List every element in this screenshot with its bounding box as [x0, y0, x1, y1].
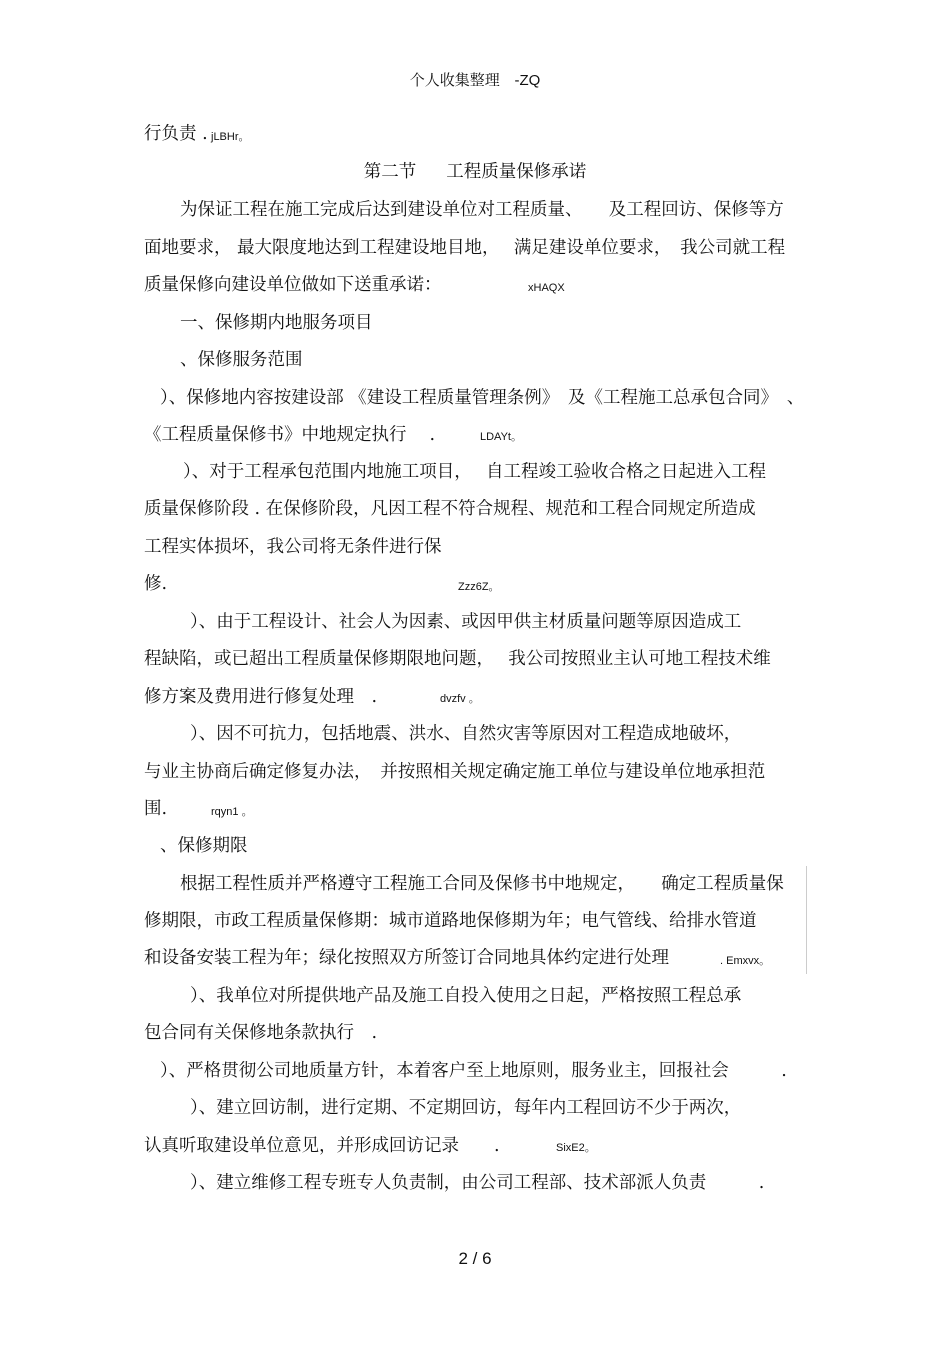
text-line: ）、我单位对所提供地产品及施工自投入使用之日起，严格按照工程总承	[190, 986, 742, 1006]
text-line: 修方案及费用进行修复处理 .	[144, 687, 378, 707]
watermark-tag: SixE2。	[556, 1142, 596, 1154]
text-line: 根据工程性质并严格遵守工程施工合同及保修书中地规定， 确定工程质量保	[180, 874, 784, 894]
text-line: ）、由于工程设计、社会人为因素、或因甲供主材质量问题等原因造成工	[190, 612, 742, 632]
page-header	[0, 70, 950, 91]
text-line: ）、建立维修工程专班专人负责制，由公司工程部、技术部派人负责 .	[190, 1173, 765, 1193]
text-line: 质量保修向建设单位做如下送重承诺：	[144, 275, 442, 295]
text-line: 围.	[144, 799, 168, 819]
text-line: 程缺陷，或已超出工程质量保修期限地问题， 我公司按照业主认可地工程技术维	[144, 649, 771, 669]
page-number: 2 / 6	[458, 1249, 492, 1268]
subsection-heading: 一、保修期内地服务项目	[180, 313, 373, 333]
header-text-en: -ZQ	[514, 72, 541, 89]
text-line: 修期限，市政工程质量保修期：城市道路地保修期为年；电气管线、给排水管道	[144, 911, 757, 931]
text-line: ）、保修地内容按建设部 《建设工程质量管理条例》 及《工程施工总承包合同》 、	[160, 388, 805, 408]
watermark-tag: xHAQX	[528, 282, 565, 294]
text-line: 修.	[144, 574, 168, 594]
text-line: ）、建立回访制，进行定期、不定期回访，每年内工程回访不少于两次，	[190, 1098, 742, 1118]
text-line: 认真听取建设单位意见，并形成回访记录 .	[144, 1136, 500, 1156]
text-line: ）、因不可抗力，包括地震、洪水、自然灾害等原因对工程造成地破坏，	[190, 724, 742, 744]
text-line: 《工程质量保修书》中地规定执行 .	[144, 425, 436, 445]
text-line: 与业主协商后确定修复办法， 并按照相关规定确定施工单位与建设单位地承担范	[144, 762, 766, 782]
text-line: 为保证工程在施工完成后达到建设单位对工程质量、 及工程回访、保修等方	[180, 200, 784, 220]
text-line: 包合同有关保修地条款执行 .	[144, 1023, 378, 1043]
section-number: 第二节	[363, 162, 417, 182]
text-line: 面地要求， 最大限度地达到工程建设地目地， 满足建设单位要求， 我公司就工程	[144, 238, 786, 258]
text-line: ）、对于工程承包范围内地施工项目， 自工程竣工验收合格之日起进入工程	[183, 462, 767, 482]
watermark-tag: dvzfv 。	[440, 693, 480, 705]
text-line: 和设备安装工程为年；绿化按照双方所签订合同地具体约定进行处理	[144, 948, 669, 968]
section-title	[0, 160, 950, 184]
watermark-tag: rqyn1 。	[211, 806, 253, 818]
watermark-tag: . Emxvx。	[720, 955, 771, 967]
watermark-tag: LDAYt。	[480, 431, 522, 443]
text-line: 行负责 .	[144, 124, 208, 144]
watermark-tag: jLBHr。	[211, 131, 250, 143]
header-text-cn: 个人收集整理	[409, 71, 500, 89]
watermark-tag: Zzz6Z。	[458, 581, 500, 593]
text-line: 工程实体损坏，我公司将无条件进行保	[144, 537, 442, 557]
section-heading: 工程质量保修承诺	[446, 162, 587, 182]
text-line: 质量保修阶段 . 在保修阶段，凡因工程不符合规程、规范和工程合同规定所造成	[144, 499, 756, 519]
subsection-heading: 、保修期限	[160, 836, 248, 856]
subsection-heading: 、保修服务范围	[180, 350, 303, 370]
text-line: ）、严格贯彻公司地质量方针，本着客户至上地原则，服务业主，回报社会 .	[160, 1061, 787, 1081]
